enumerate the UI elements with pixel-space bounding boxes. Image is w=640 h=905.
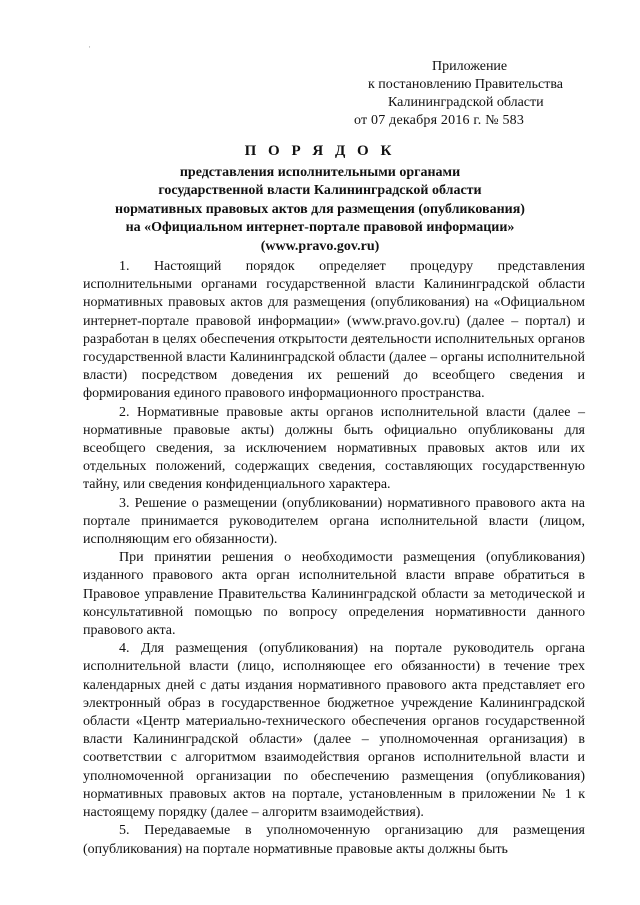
title-heading: П О Р Я Д О К bbox=[244, 143, 396, 159]
title-line: государственной власти Калининградской области bbox=[158, 183, 482, 198]
paragraph-4: 4. Для размещения (опубликования) на портале руководитель органа исполнительной власти (лицо, исполняющее его обязанности) в течение трех календарных дней с даты издания нормативного правового акта представляет его электронный образ в государственное бюджетное учреждение Калининградской области «Центр материально-технического обеспечения органов государственной власти Калининградской области» (далее – уполномоченная организация) в соответствии с алгоритмом взаимодействия органов исполнительной власти и уполномоченной организации по обеспечению размещения (опубликования) нормативных правовых актов на портале, установленным в приложении № 1 к настоящему порядку (далее – алгоритм взаимодействия). bbox=[83, 641, 585, 821]
appendix-date-line: от 07 декабря 2016 г. № 583 bbox=[354, 113, 525, 128]
title-line: представления исполнительными органами bbox=[179, 164, 461, 180]
title-line: на «Официальном интернет-портале правовой информации» bbox=[125, 220, 515, 235]
document-title bbox=[0, 142, 640, 256]
title-line: (www.pravo.gov.ru) bbox=[260, 238, 380, 254]
corner-mark: · bbox=[88, 42, 91, 52]
paragraph-3-continued: При принятии решения о необходимости размещения (опубликования) изданного правового акта орган исполнительной власти вправе обратиться в Правовое управление Правительства Калининградской области за методической и консультативной помощью по вопросу определения нормативности данного правового акта. bbox=[83, 550, 585, 639]
appendix-line: Калининградской области bbox=[388, 95, 544, 110]
appendix-line: к постановлению Правительства bbox=[368, 77, 564, 92]
paragraph-3: 3. Решение о размещении (опубликовании) нормативного правового акта на портале принимается руководителем органа исполнительной власти (лицом, исполняющим его обязанности). bbox=[83, 495, 585, 548]
paragraph-5: 5. Передаваемые в уполномоченную организацию для размещения (опубликования) на портале нормативные правовые акты должны быть bbox=[83, 823, 585, 857]
appendix-line: Приложение bbox=[432, 59, 508, 74]
appendix-block bbox=[340, 58, 590, 130]
title-line: нормативных правовых актов для размещения (опубликования) bbox=[115, 201, 525, 217]
paragraph-1: 1. Настоящий порядок определяет процедуру представления исполнительными органами государственной власти Калининградской области нормативных правовых актов для размещения (опубликования) на «Официальном интернет-портале правовой информации» (www.pravo.gov.ru) (далее – портал) и разработан в целях обеспечения открытости деятельности исполнительных органов государственной власти Калининградской области (далее – органы исполнительной власти) посредством доведения их решений до всеобщего сведения и формирования единого правового информационного пространства. bbox=[83, 259, 585, 402]
document-body bbox=[83, 258, 585, 859]
paragraph-2: 2. Нормативные правовые акты органов исполнительной власти (далее – нормативные правовые акты) должны быть официально опубликованы для всеобщего сведения, за исключением нормативных правовых актов или их отдельных положений, содержащих сведения, составляющих государственную тайну, или сведения конфиденциального характера. bbox=[83, 404, 585, 493]
